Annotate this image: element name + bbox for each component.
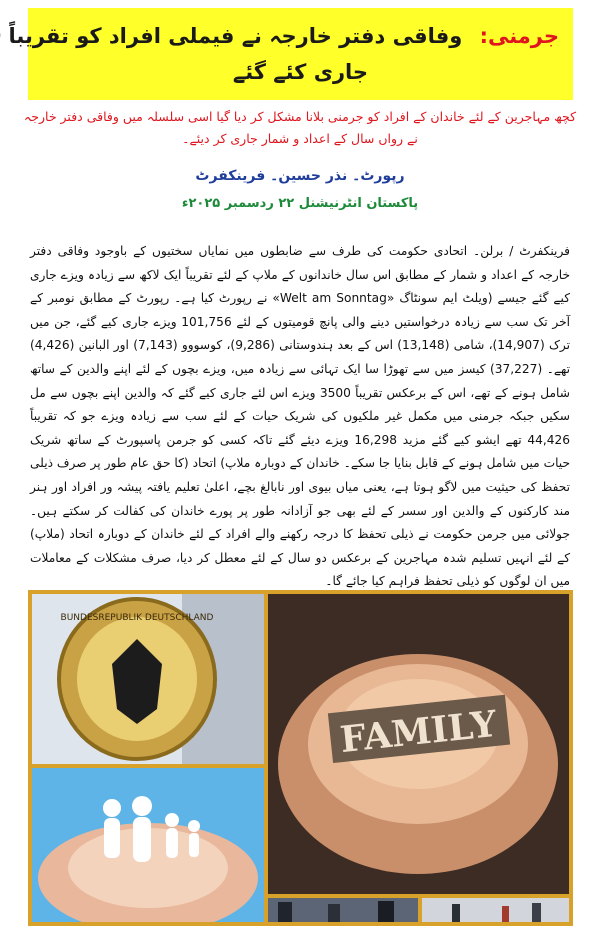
- passport-control-photo: [268, 898, 418, 922]
- headline-line-1: [8, 18, 559, 54]
- headline-banner: [8, 8, 573, 100]
- photo-collage: [28, 590, 573, 926]
- headline-location: جرمنی:: [479, 24, 559, 48]
- seal-text: BUNDESREPUBLIK DEUTSCHLAND: [60, 613, 214, 623]
- paper-family-photo: [32, 768, 264, 922]
- family-hands-photo: [268, 594, 569, 894]
- embassy-emblem-photo: [32, 594, 264, 764]
- headline-line-2: جاری کئے گئے: [232, 60, 369, 84]
- family-word: FAMILY: [338, 702, 499, 762]
- byline: رپورٹ۔ نذر حسین۔ فرینکفرٹ: [195, 168, 405, 184]
- airport-hallway-photo: [422, 898, 569, 922]
- headline-title: وفاقی دفتر خارجہ نے فیملی افراد کو تقریباً: [8, 24, 463, 48]
- article-body: فرینکفرٹ / برلن۔ اتحادی حکومت کی طرف سے ضابطوں میں نمایاں سختیوں کے باوجود وفاقی دفتر خارجہ کے اعداد و شمار کے مطابق اس سال خاندانوں کے ملاپ کے لئے تقریباً ایک لاکھ سے زیادہ ویزے جاری کیے گئے جیسے (ویلٹ ایم سونٹاگ «Welt am Sonntag» نے رپورٹ کیا ہے۔ رپورٹ کے مطابق نومبر کے آخر تک سب سے زیادہ درخواستیں دینے والی پانچ قومیتوں کے لئے 101,756 ویزے جاری کیے گئے، جن میں ترک (14,907)، شامی (13,148) اس کے بعد ہندوستانی (9,286)، کوسووو (7,143) اور البانین (4,426) تھے۔ (37,227) کیسز میں سے تھوڑا سا ایک تہائی سے زیادہ میں، ویزے بچوں کے لئے اپنے والدین کے ساتھ شامل ہونے کے تھے، اس کے برعکس تقریباً 3500 ویزے اس لئے جاری کیے گئے کہ والدین اپنے بچوں سے مل سکیں جبکہ جرمنی میں مکمل غیر ملکیوں کی شریک حیات کے لئے سب سے زیادہ ویزے جو کہ تقریباً 44,426 تھے ایشو کیے گئے مزید 16,298 ویزے دیئے گئے تاکہ کسی کو جرمن پاسپورٹ کے ساتھ شریک حیات میں شامل ہونے کے قابل بنایا جا سکے۔ خاندان کے دوبارہ ملاپ) اتحاد (کا حق عام طور پر صرف ذیلی تحفظ کی حیثیت میں لاگو ہوتا ہے، یعنی میاں بیوی اور نابالغ بچے، اعلیٰ تعلیم یافتہ پیشہ ور افراد اور ہنر مند کارکنوں کے والدین اور سسر کے لئے بھی جو آزادانہ طور پر پورے خاندان کی کفالت کر سکتے ہیں۔ جولائی میں جرمن حکومت نے ذیلی تحفظ کا درجہ رکھنے والے افراد کے لئے خاندان کے دوبارہ اتحاد (ملاپ) کے لئے انہیں تسلیم شدہ مہاجرین کے برعکس دو سال کے لئے معطل کر دیا، صرف مشکلات کے معاملات میں ان لوگوں کو ذیلی تحفظ فراہم کیا جائے گا۔: [30, 244, 571, 589]
- dateline: پاکستان انٹرنیشنل ۲۲ ردسمبر ۲۰۲۵ء: [181, 196, 419, 211]
- subheadline: کچھ مہاجرین کے لئے خاندان کے افراد کو جرمنی بلانا مشکل کر دیا گیا اسی سلسلہ میں وفاقی دفتر خارجہ نے رواں سال کے اعداد و شمار جاری کر دیئے۔: [23, 109, 577, 146]
